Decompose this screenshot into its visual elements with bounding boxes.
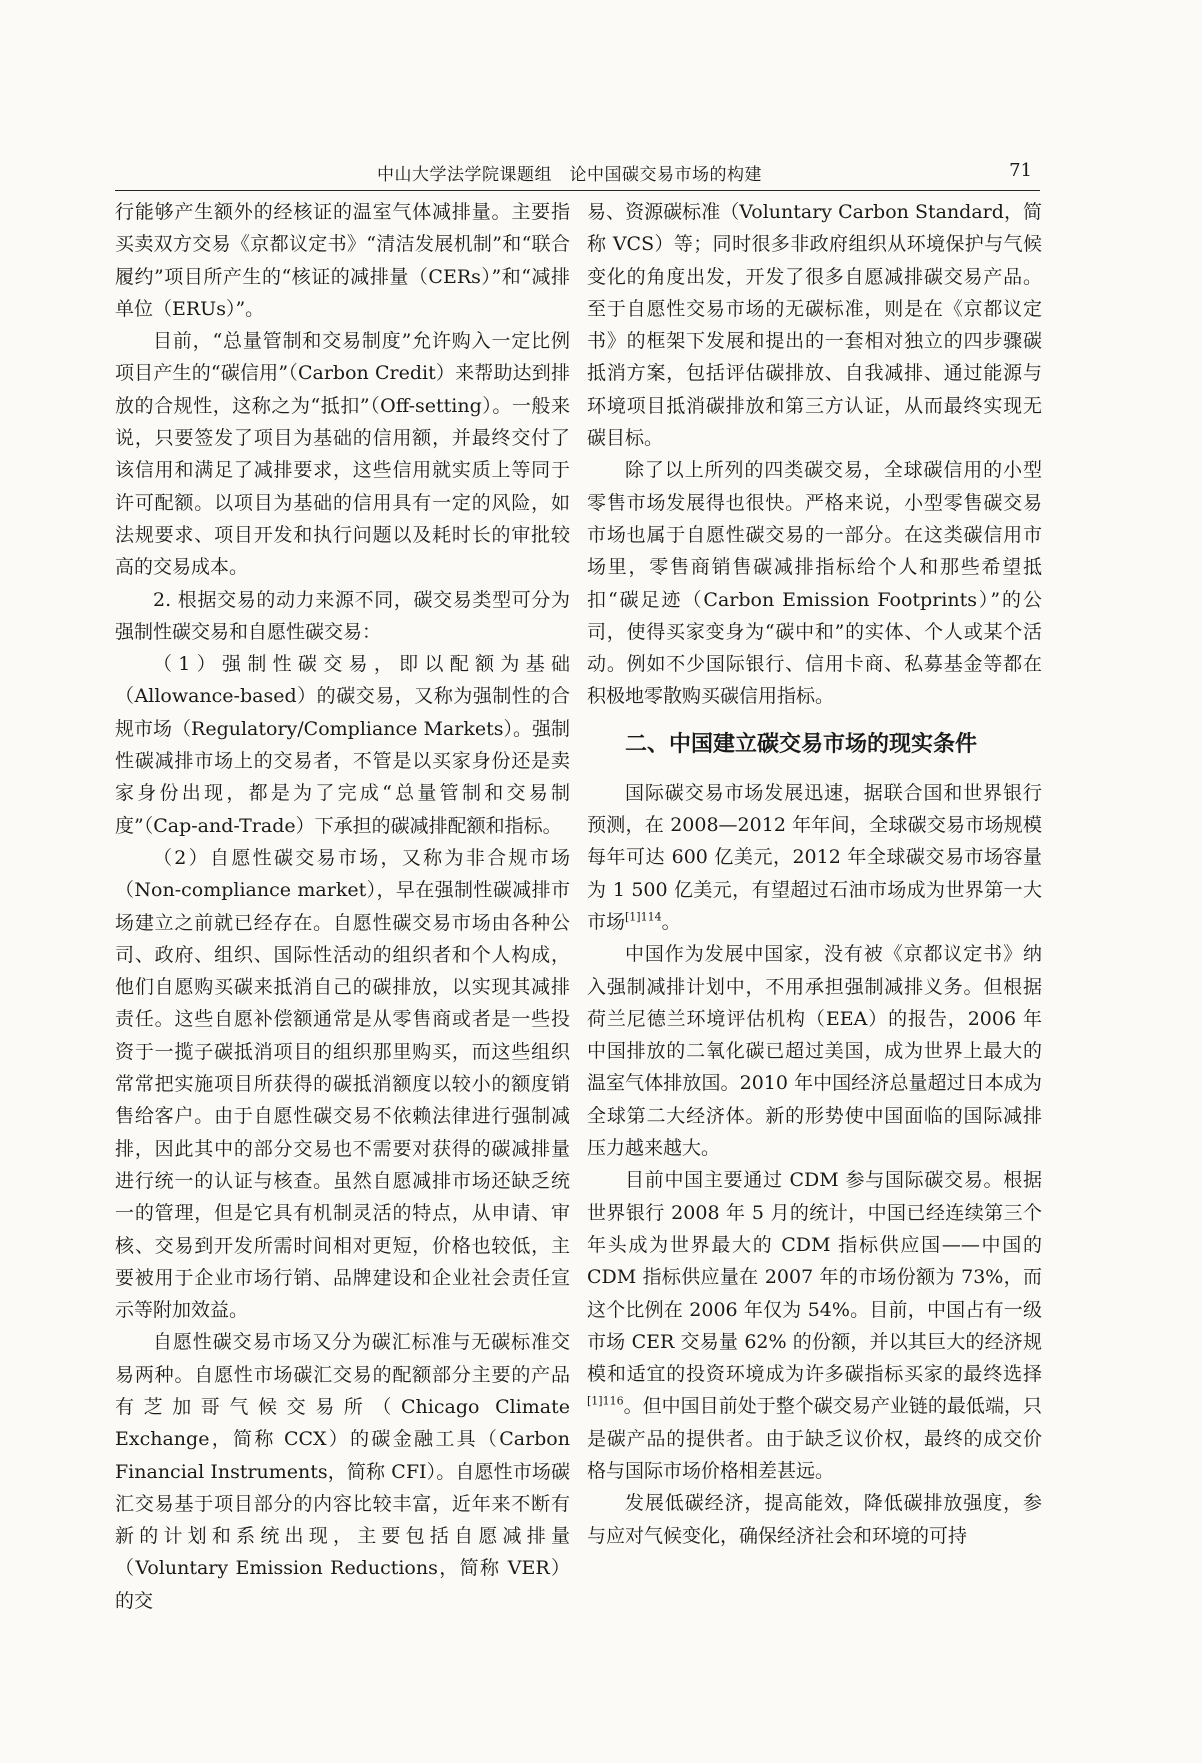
page-number: 71 (1009, 160, 1032, 181)
right-column (587, 196, 1042, 1552)
paragraph: 除了以上所列的四类碳交易，全球碳信用的小型零售市场发展得也很快。严格来说，小型零售碳交易市场也属于自愿性碳交易的一部分。在这类碳信用市场里，零售商销售碳减排指标给个人和那些希望抵扣“碳足迹（Carbon Emission Footprints）”的公司，使得买家变身为“碳中和”的实体、个人或某个活动。例如不少国际银行、信用卡商、私募基金等都在积极地零散购买碳信用指标。 (587, 459, 1042, 708)
paragraph: 行能够产生额外的经核证的温室气体减排量。主要指买卖双方交易《京都议定书》“清洁发展机制”和“联合履约”项目所产生的“核证的减排量（CERs）”和“减排单位（ERUs）”。 (115, 201, 570, 320)
paragraph: 易、资源碳标准（Voluntary Carbon Standard，简称 VCS）等；同时很多非政府组织从环境保护与气候变化的角度出发，开发了很多自愿减排碳交易产品。至于自愿性交易市场的无碳标准，则是在《京都议定书》的框架下发展和提出的一套相对独立的四步骤碳抵消方案，包括评估碳排放、自我减排、通过能源与环境项目抵消碳排放和第三方认证，从而最终实现无碳目标。 (587, 201, 1042, 450)
paragraph: 目前，“总量管制和交易制度”允许购入一定比例项目产生的“碳信用”（Carbon Credit）来帮助达到排放的合规性，这称之为“抵扣”（Off-setting）。一般来说，只要签发了项目为基础的信用额，并最终交付了该信用和满足了减排要求，这些信用就实质上等同于许可配额。以项目为基础的信用具有一定的风险，如法规要求、项目开发和执行问题以及耗时长的审批较高的交易成本。 (115, 330, 570, 579)
paragraph (587, 777, 1042, 938)
paragraph-tail: 。 (661, 910, 681, 933)
citation-ref: [1]114 (625, 910, 662, 924)
paragraph (587, 938, 1042, 1164)
left-column (115, 196, 570, 1617)
paragraph-text: 目前中国主要通过 CDM 参与国际碳交易。根据世界银行 2008 年 5 月的统计，中国已经连续第三个年头成为世界最大的 CDM 指标供应国——中国的 CDM 指标供应量在 2007 年的市场份额为 73%，而这个比例在 2006 年仅为 54%。目前，中国占有一级市场 CER 交易量 62% 的份额，并以其巨大的经济规模和适宜的投资环境成为许多碳指标买家的最终选择 (587, 1169, 1042, 1386)
paragraph-tail: 。但中国目前处于整个碳交易产业链的最低端，只是碳产品的提供者。由于缺乏议价权，最终的成交价格与国际市场价格相差甚远。 (587, 1395, 1042, 1482)
paragraph-text: 国际碳交易市场发展迅速，据联合国和世界银行预测，在 2008—2012 年年间，全球碳交易市场规模每年可达 600 亿美元，2012 年全球碳交易市场容量为 1 500 亿美元，有望超过石油市场成为世界第一大市场 (587, 781, 1042, 933)
paragraph: 自愿性碳交易市场又分为碳汇标准与无碳标准交易两种。自愿性市场碳汇交易的配额部分主要的产品有芝加哥气候交易所（Chicago Climate Exchange，简称 CCX）的碳金融工具（Carbon Financial Instruments，简称 CFI）。自愿性市场碳汇交易基于项目部分的内容比较丰富，近年来不断有新的计划和系统出现，主要包括自愿减排量（Voluntary Emission Reductions，简称 VER）的交 (115, 1331, 570, 1612)
paragraph: （1）强制性碳交易，即以配额为基础（Allowance-based）的碳交易，又称为强制性的合规市场（Regulatory/Compliance Markets）。强制性碳减排市场上的交易者，不管是以买家身份还是卖家身份出现，都是为了完成“总量管制和交易制度”（Cap-and-Trade）下承担的碳减排配额和指标。 (115, 653, 570, 837)
paragraph (587, 1487, 1042, 1552)
paragraph: （2）自愿性碳交易市场，又称为非合规市场（Non-compliance market），早在强制性碳减排市场建立之前就已经存在。自愿性碳交易市场由各种公司、政府、组织、国际性活动的组织者和个人构成，他们自愿购买碳来抵消自己的碳排放，以实现其减排责任。这些自愿补偿额通常是从零售商或者是一些投资于一揽子碳抵消项目的组织那里购买，而这些组织常常把实施项目所获得的碳抵消额度以较小的额度销售给客户。由于自愿性碳交易不依赖法律进行强制减排，因此其中的部分交易也不需要对获得的碳减排量进行统一的认证与核查。虽然自愿减排市场还缺乏统一的管理，但是它具有机制灵活的特点，从申请、审核、交易到开发所需时间相对更短，价格也较低，主要被用于企业市场行销、品牌建设和企业社会责任宣示等附加效益。 (115, 846, 570, 1322)
paragraph-text: 发展低碳经济，提高能效，降低碳排放强度，参与应对气候变化，确保经济社会和环境的可持 (587, 1492, 1042, 1547)
paragraph-text: 中国作为发展中国家，没有被《京都议定书》纳入强制减排计划中，不用承担强制减排义务。但根据荷兰尼德兰环境评估机构（EEA）的报告，2006 年中国排放的二氧化碳已超过美国，成为世界上最大的温室气体排放国。2010 年中国经济总量超过日本成为全球第二大经济体。新的形势使中国面临的国际减排压力越来越大。 (587, 943, 1042, 1160)
running-title: 中山大学法学院课题组 论中国碳交易市场的构建 (377, 165, 762, 185)
paragraph: 2. 根据交易的动力来源不同，碳交易类型可分为强制性碳交易和自愿性碳交易： (115, 588, 570, 643)
citation-ref: [1]116 (587, 1395, 624, 1409)
running-header (115, 158, 1040, 191)
section-heading: 二、中国建立碳交易市场的现实条件 (625, 731, 978, 757)
paragraph (587, 1164, 1042, 1487)
